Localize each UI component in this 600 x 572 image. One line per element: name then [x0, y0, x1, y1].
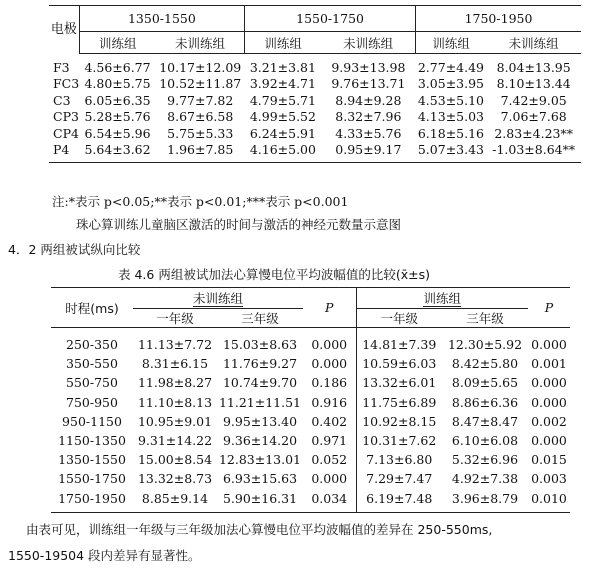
value-cell: 4.80±5.75	[84, 76, 151, 92]
trained-p-cell: 0.000	[531, 433, 567, 449]
value-cell: 2.77±4.49	[417, 60, 484, 75]
comparison-table	[51, 287, 570, 513]
trained-p-cell: 0.000	[531, 375, 567, 391]
grade3-header: 三年级	[442, 309, 528, 328]
value-cell: 6.05±6.35	[84, 92, 151, 108]
section-heading: 4．2 两组被试纵向比较	[8, 242, 141, 257]
untrained-grade3-cell: 15.03±8.63	[222, 337, 298, 352]
untrained-grade3-cell: 9.36±14.20	[222, 433, 298, 449]
value-cell: 4.99±5.52	[249, 109, 316, 125]
trained-grade3-cell: 4.92±7.38	[451, 471, 519, 487]
group-header: 1750-1950	[416, 6, 581, 32]
untrained-grade3-cell: 6.93±15.63	[222, 471, 298, 487]
value-cell: 9.77±7.82	[167, 92, 234, 108]
table-row	[49, 126, 581, 142]
trained-p-cell: 0.010	[528, 489, 570, 513]
value-cell: 4.13±5.03	[417, 109, 484, 125]
trained-group-header	[356, 288, 528, 309]
value-cell: 4.79±5.71	[249, 92, 316, 108]
table-row	[51, 393, 570, 412]
subheader: 训练组	[416, 32, 487, 54]
untrained-p-cell: 0.971	[311, 433, 348, 449]
untrained-p-cell: 0.402	[311, 413, 348, 429]
table-caption: 表 4.6 两组被试加法心算慢电位平均波幅值的比较(x̄±s)	[118, 267, 430, 282]
electrode-label: FC3	[53, 76, 80, 92]
value-cell: 5.75±5.33	[167, 125, 234, 141]
untrained-grade1-cell: 9.31±14.22	[137, 433, 213, 449]
untrained-p-cell: 0.000	[311, 356, 348, 372]
value-cell: 3.05±3.95	[417, 76, 484, 92]
subheader: 未训练组	[321, 32, 415, 54]
value-cell: 1.96±7.85	[156, 142, 245, 163]
value-cell: 4.56±6.77	[84, 60, 151, 75]
group-header: 1350-1550	[79, 6, 244, 32]
table-row	[51, 373, 570, 392]
untrained-grade1-cell: 11.98±8.27	[137, 375, 213, 391]
value-cell: 5.64±3.62	[79, 142, 156, 163]
trained-grade3-cell: 12.30±5.92	[447, 337, 523, 352]
untrained-grade1-cell: 11.13±7.72	[137, 337, 213, 352]
trained-p-cell: 0.000	[531, 394, 567, 410]
trained-grade1-cell: 14.81±7.39	[356, 328, 442, 355]
untrained-grade3-cell: 5.90±16.31	[217, 489, 303, 513]
untrained-grade1-cell: 13.32±8.73	[137, 471, 213, 487]
trained-grade3-cell: 8.47±8.47	[451, 413, 519, 429]
untrained-grade3-cell: 11.21±11.51	[218, 394, 302, 410]
value-cell: -1.03±8.64**	[486, 142, 581, 163]
table-row	[49, 142, 581, 163]
untrained-p-cell: 0.052	[311, 452, 348, 468]
value-cell: 8.04±13.95	[496, 60, 571, 75]
value-cell: 6.24±5.91	[249, 125, 316, 141]
value-cell: 3.92±4.71	[249, 76, 316, 92]
subheader: 训练组	[245, 32, 322, 54]
electrode-label: CP4	[53, 125, 79, 141]
table-row	[51, 469, 570, 488]
untrained-grade3-cell: 10.74±9.70	[222, 375, 298, 391]
value-cell: 6.54±5.96	[84, 125, 151, 141]
value-cell: 10.52±11.87	[159, 76, 242, 92]
table-row	[49, 54, 581, 77]
value-cell: 8.94±9.28	[335, 92, 402, 108]
value-cell: 5.28±5.76	[84, 109, 151, 125]
conclusion-paragraph-continued: 1550-19504 段内差异有显著性。	[8, 548, 201, 563]
duration-header: 时程(ms)	[51, 288, 133, 328]
duration-cell: 550-750	[66, 375, 118, 391]
figure-caption: 珠心算训练儿童脑区激活的时间与激活的神经元数量示意图	[76, 217, 402, 232]
trained-grade3-cell: 8.42±5.80	[451, 356, 519, 372]
electrode-label: CP3	[53, 109, 79, 125]
untrained-p-cell: 0.000	[311, 337, 348, 352]
trained-grade1-cell: 13.32±6.01	[356, 373, 442, 392]
trained-grade1-cell: 10.31±7.62	[356, 431, 442, 450]
electrode-label: C3	[53, 92, 71, 108]
duration-cell: 350-550	[66, 356, 118, 372]
trained-grade1-cell: 10.92±8.15	[356, 412, 442, 431]
duration-cell: 1550-1750	[58, 471, 126, 487]
significance-note: 注:*表示 p<0.05;**表示 p<0.01;***表示 p<0.001	[52, 194, 349, 209]
subheader: 未训练组	[486, 32, 581, 54]
table-row	[49, 93, 581, 109]
untrained-group-header	[133, 288, 303, 309]
untrained-grade1-cell: 15.00±8.54	[137, 452, 213, 468]
value-cell: 5.07±3.43	[416, 142, 487, 163]
p-header: P	[528, 288, 570, 328]
untrained-grade3-cell: 12.83±13.01	[218, 452, 302, 468]
table-row	[51, 431, 570, 450]
value-cell: 4.53±5.10	[417, 92, 484, 108]
untrained-grade1-cell: 8.85±9.14	[133, 489, 217, 513]
conclusion-paragraph: 由表可见，训练组一年级与三年级加法心算慢电位平均波幅值的差异在 250-550ms,	[26, 522, 493, 537]
value-cell: 8.10±13.44	[496, 76, 571, 92]
table-row	[51, 328, 570, 355]
value-cell: 7.06±7.68	[500, 109, 567, 125]
table-row	[51, 412, 570, 431]
value-cell: 0.95±9.17	[321, 142, 415, 163]
trained-grade3-cell: 3.96±8.79	[442, 489, 528, 513]
subheader: 训练组	[79, 32, 156, 54]
table-row	[49, 109, 581, 125]
subheader: 未训练组	[156, 32, 245, 54]
value-cell: 6.18±5.16	[417, 125, 484, 141]
untrained-grade1-cell: 11.10±8.13	[137, 394, 213, 410]
value-cell: 8.32±7.96	[335, 109, 402, 125]
trained-grade1-cell: 6.19±7.48	[356, 489, 442, 513]
grade1-header: 一年级	[356, 309, 442, 328]
trained-grade3-cell: 6.10±6.08	[451, 433, 519, 449]
value-cell: 9.93±13.98	[331, 60, 406, 75]
trained-grade3-cell: 5.32±6.96	[451, 452, 519, 468]
value-cell: 9.76±13.71	[331, 76, 406, 92]
group-header: 1550-1750	[245, 6, 416, 32]
trained-p-cell: 0.000	[531, 337, 567, 352]
duration-cell: 1150-1350	[58, 433, 126, 449]
electrode-header: 电极	[49, 6, 79, 54]
table-row	[51, 489, 570, 513]
grade3-header: 三年级	[217, 309, 303, 328]
electrode-table	[49, 5, 581, 163]
duration-cell: 1350-1550	[58, 452, 126, 468]
table-row	[49, 76, 581, 92]
grade1-header: 一年级	[133, 309, 217, 328]
trained-grade1-cell: 7.13±6.80	[356, 450, 442, 469]
untrained-p-cell: 0.000	[311, 471, 348, 487]
trained-group-label: 训练组	[423, 291, 461, 306]
electrode-label: F3	[53, 59, 70, 75]
trained-grade1-cell: 11.75±6.89	[356, 393, 442, 412]
untrained-grade3-cell: 9.95±13.40	[222, 413, 298, 429]
value-cell: 3.21±3.81	[249, 60, 316, 75]
value-cell: 7.42±9.05	[500, 92, 567, 108]
trained-grade3-cell: 8.86±6.36	[451, 394, 519, 410]
table-row	[51, 354, 570, 373]
trained-p-cell: 0.002	[531, 413, 567, 429]
duration-cell: 1750-1950	[51, 489, 133, 513]
untrained-grade1-cell: 8.31±6.15	[141, 356, 209, 372]
untrained-grade3-cell: 11.76±9.27	[222, 356, 298, 372]
untrained-group-label: 未训练组	[192, 291, 243, 306]
table-row	[51, 450, 570, 469]
duration-cell: 250-350	[66, 337, 118, 352]
untrained-grade1-cell: 10.95±9.01	[137, 413, 213, 429]
trained-grade1-cell: 10.59±6.03	[356, 354, 442, 373]
value-cell: 4.16±5.00	[245, 142, 322, 163]
trained-grade3-cell: 8.09±5.65	[451, 375, 519, 391]
duration-cell: 750-950	[66, 394, 118, 410]
trained-p-cell: 0.001	[531, 356, 567, 372]
value-cell: 4.33±5.76	[335, 125, 402, 141]
value-cell: 10.17±12.09	[159, 60, 242, 75]
value-cell: 8.67±6.58	[167, 109, 234, 125]
p-header: P	[303, 288, 356, 328]
untrained-p-cell: 0.916	[311, 394, 348, 410]
trained-grade1-cell: 7.29±7.47	[356, 469, 442, 488]
trained-p-cell: 0.015	[531, 452, 567, 468]
value-cell: 2.83±4.23**	[494, 125, 573, 141]
duration-cell: 950-1150	[62, 413, 122, 429]
trained-p-cell: 0.003	[531, 471, 567, 487]
untrained-p-cell: 0.034	[303, 489, 356, 513]
electrode-label: P4	[49, 142, 79, 163]
untrained-p-cell: 0.186	[311, 375, 348, 391]
